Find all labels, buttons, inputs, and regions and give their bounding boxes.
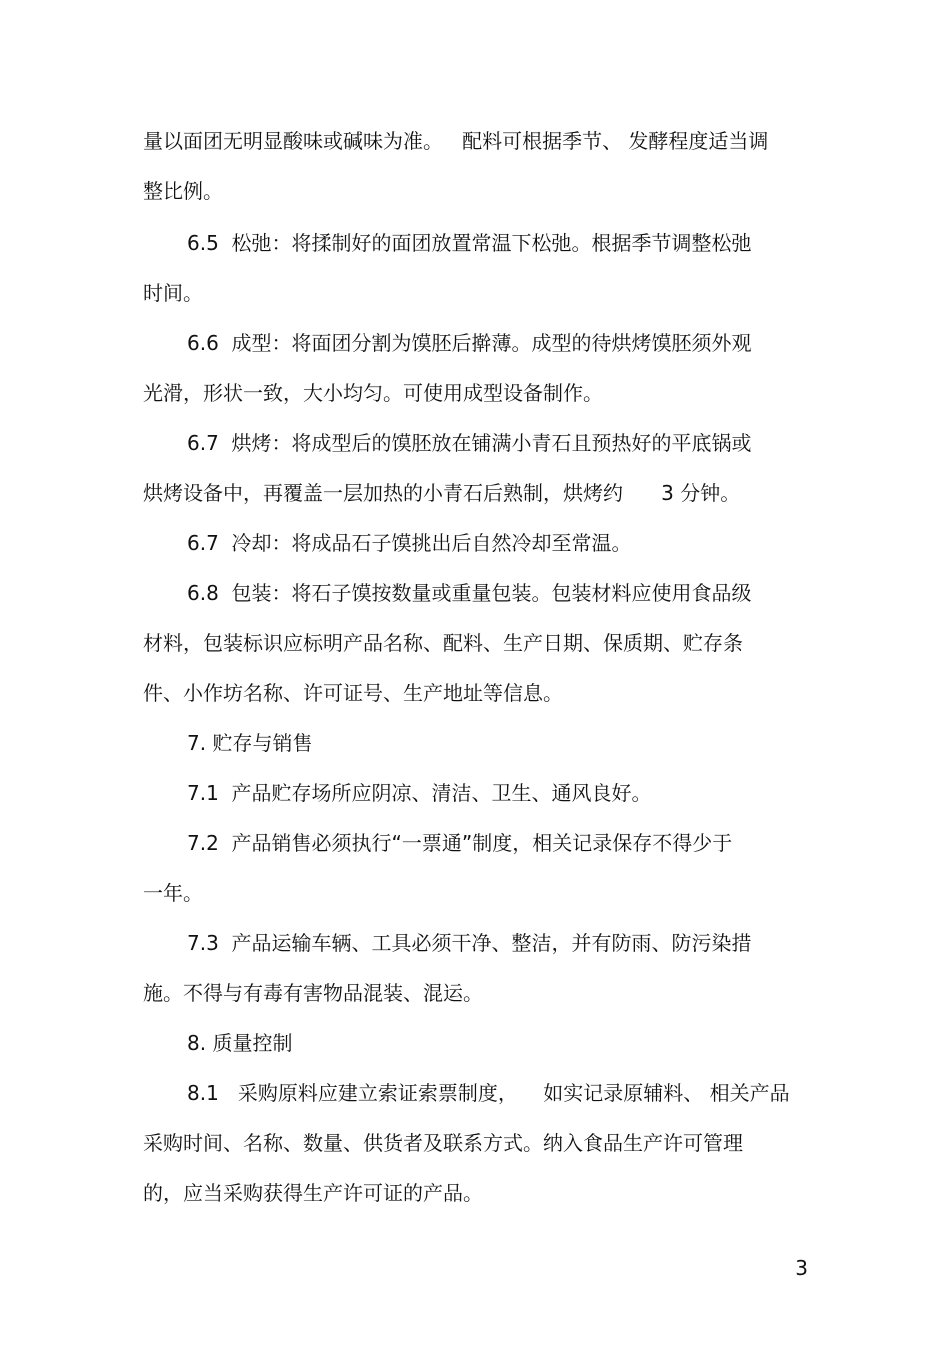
text-line: 件、小作坊名称、许可证号、生产地址等信息。 (143, 681, 563, 705)
text-line: 时间。 (143, 281, 203, 305)
page-number: 3 (795, 1256, 808, 1280)
section-7-2-line: 7.2 产品销售必须执行“一票通”制度，相关记录保存不得少于 (187, 831, 733, 855)
text-line: 一年。 (143, 881, 203, 905)
text-line: 光滑，形状一致，大小均匀。可使用成型设备制作。 (143, 381, 603, 405)
section-8-1-line: 8.1 采购原料应建立索证索票制度， 如实记录原辅料、 相关产品 (187, 1081, 790, 1105)
section-6-8-line: 6.8 包装：将石子馍按数量或重量包装。包装材料应使用食品级 (187, 581, 752, 605)
section-7-1-line: 7.1 产品贮存场所应阴凉、清洁、卫生、通风良好。 (187, 781, 652, 805)
text-line: 材料，包装标识应标明产品名称、配料、生产日期、保质期、贮存条 (143, 631, 743, 655)
section-8-heading: 8. 质量控制 (187, 1031, 293, 1055)
section-6-6-line: 6.6 成型：将面团分割为馍胚后擀薄。成型的待烘烤馍胚须外观 (187, 331, 752, 355)
section-6-7-cooling-line: 6.7 冷却：将成品石子馍挑出后自然冷却至常温。 (187, 531, 632, 555)
text-line: 采购时间、名称、数量、供货者及联系方式。纳入食品生产许可管理 (143, 1131, 743, 1155)
text-line: 烘烤设备中，再覆盖一层加热的小青石后熟制，烘烤约 3 分钟。 (143, 481, 741, 505)
section-6-7-line: 6.7 烘烤：将成型后的馍胚放在铺满小青石且预热好的平底锅或 (187, 431, 752, 455)
text-line: 量以面团无明显酸味或碱味为准。 配料可根据季节、 发酵程度适当调 (143, 129, 769, 153)
section-7-heading: 7. 贮存与销售 (187, 731, 313, 755)
section-7-3-line: 7.3 产品运输车辆、工具必须干净、整洁，并有防雨、防污染措 (187, 931, 752, 955)
text-line: 施。不得与有毒有害物品混装、混运。 (143, 981, 483, 1005)
text-line: 的，应当采购获得生产许可证的产品。 (143, 1181, 483, 1205)
section-6-5-line: 6.5 松弛：将揉制好的面团放置常温下松弛。根据季节调整松弛 (187, 231, 752, 255)
text-line: 整比例。 (143, 179, 223, 203)
